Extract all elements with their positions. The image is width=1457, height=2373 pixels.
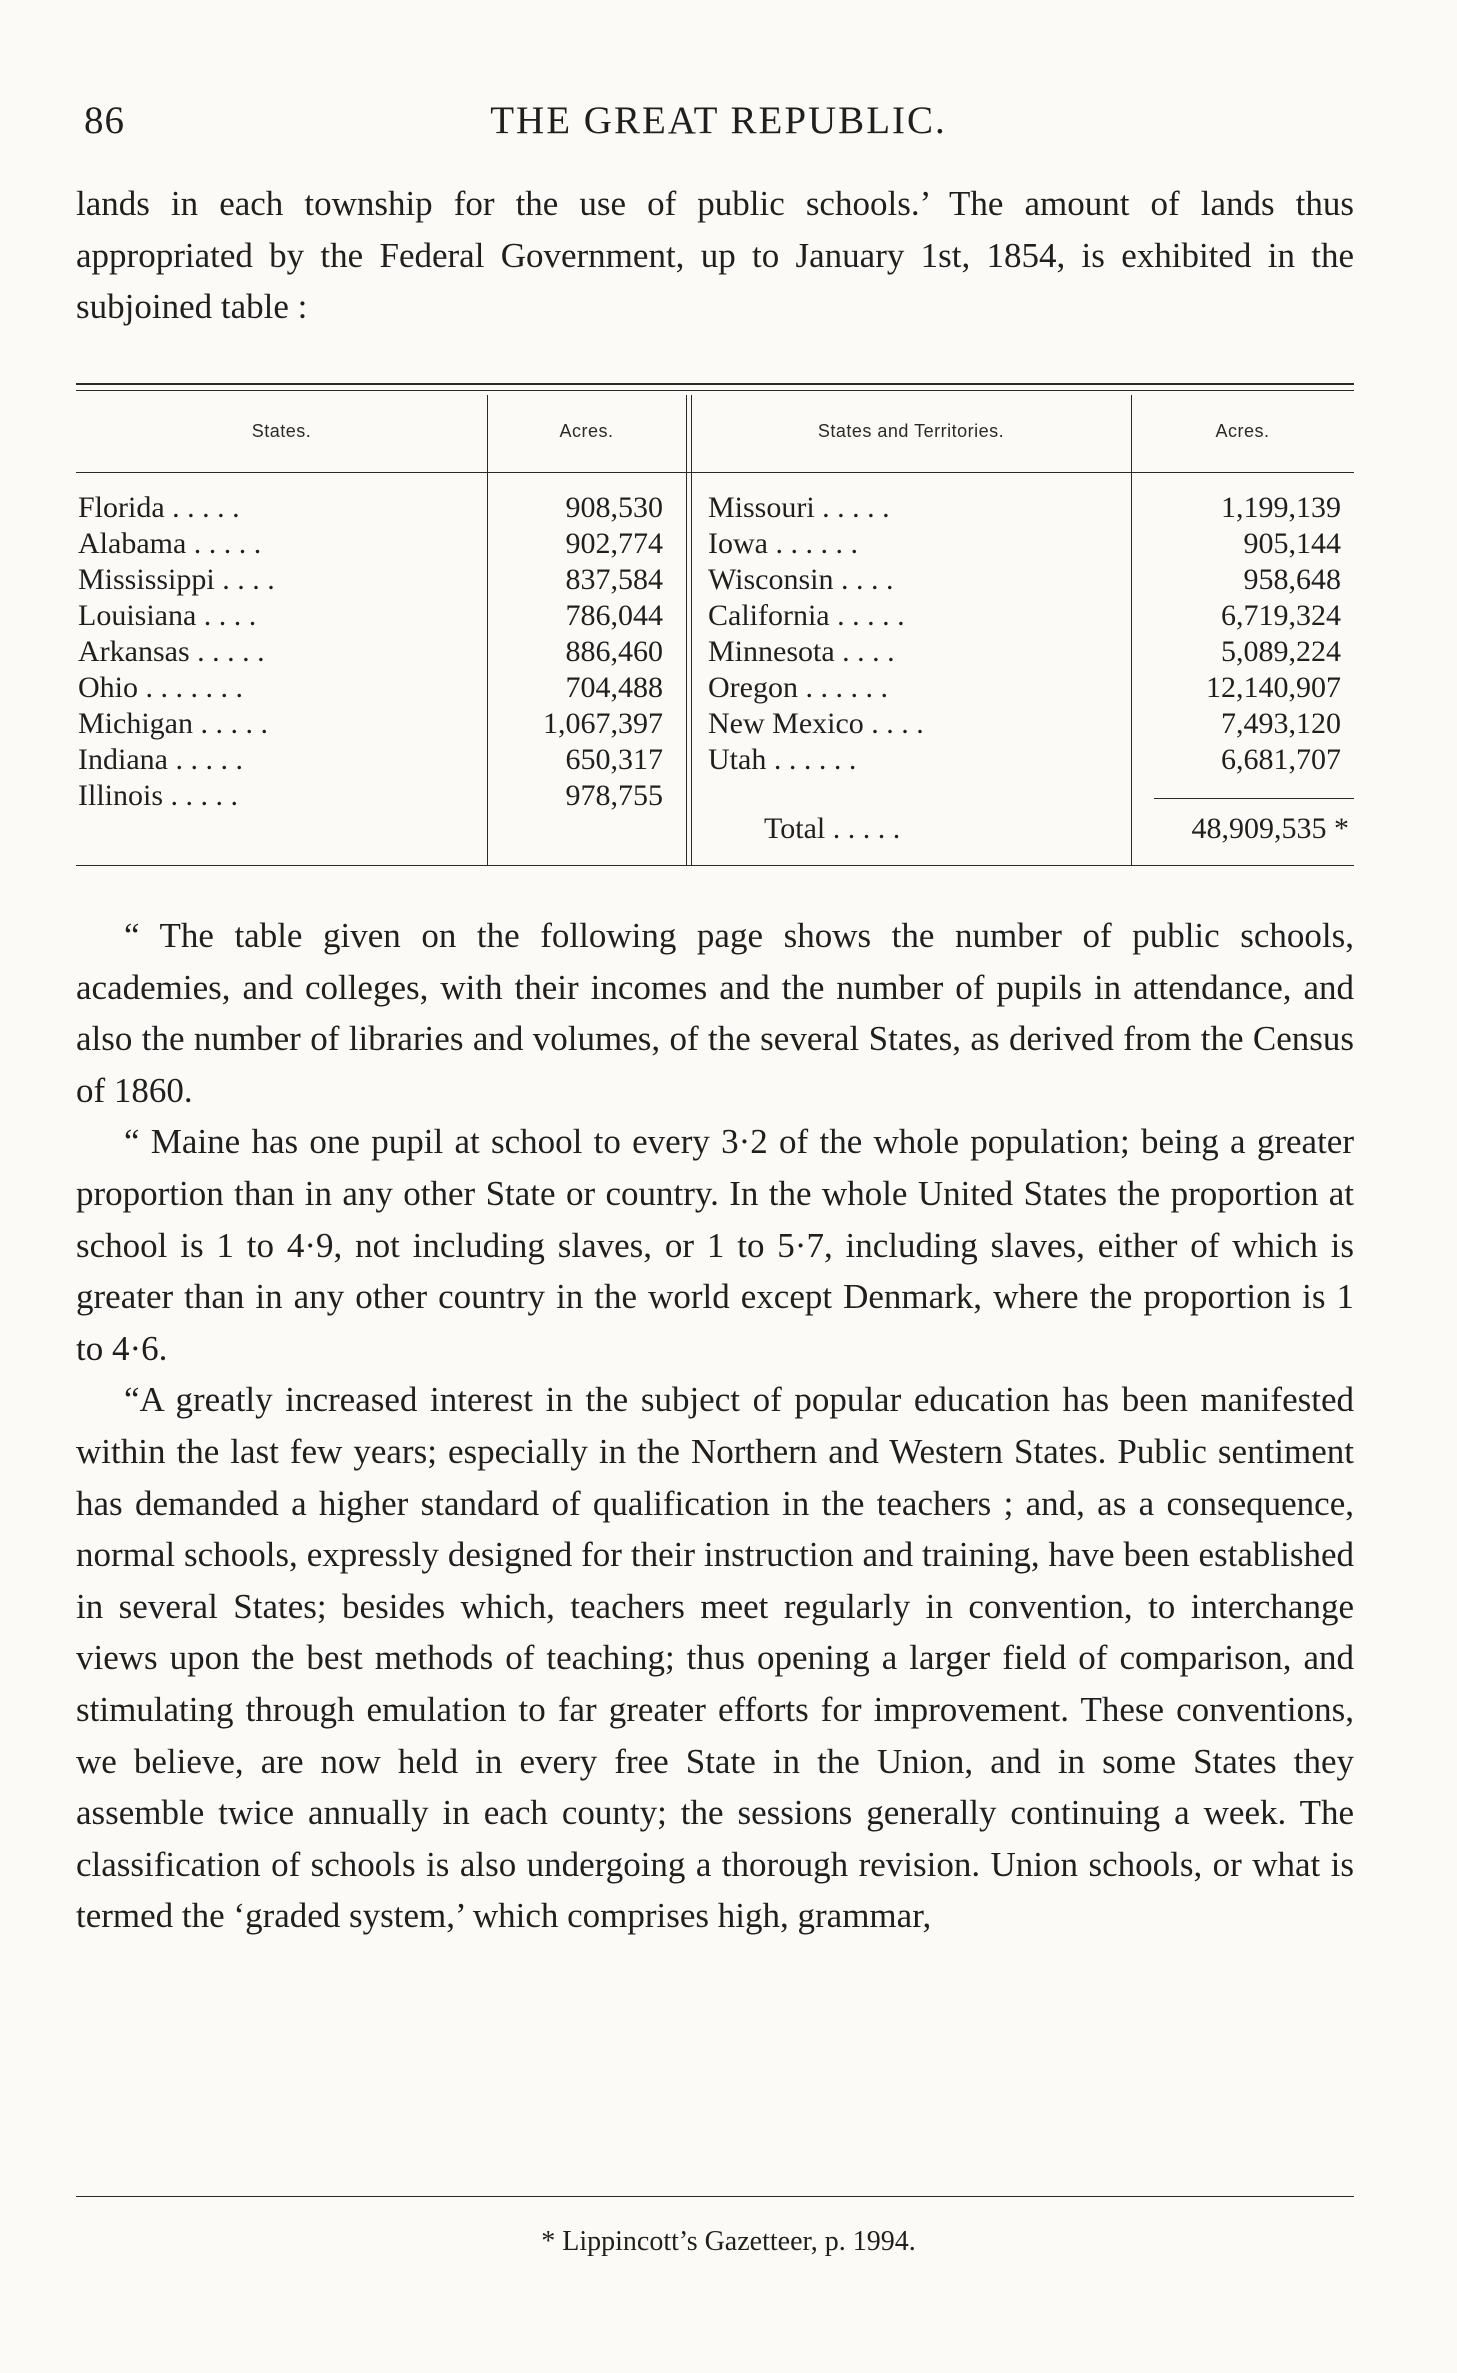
territory-name: Minnesota . . . . xyxy=(708,635,895,668)
table-row xyxy=(76,707,1354,743)
table-row xyxy=(76,671,1354,707)
territory-acres: 12,140,907 xyxy=(1206,671,1341,704)
territory-name: California . . . . . xyxy=(708,599,905,632)
total-value: 48,909,535 * xyxy=(1191,812,1349,845)
paragraph: “ Maine has one pupil at school to every 3·2 of the whole population; being a greater proportion than in any other State or country. In the whole United States the proportion at school is 1 to 4·9, not including slaves, or 1 to 5·7, including slaves, either of which is greater than in any other country in the world except Denmark, where the proportion is 1 to 4·6. xyxy=(76,1122,1354,1368)
state-acres: 978,755 xyxy=(565,779,663,812)
state-name: Illinois . . . . . xyxy=(78,779,239,812)
state-name: Indiana . . . . . xyxy=(78,743,243,776)
state-acres: 908,530 xyxy=(565,491,663,524)
territory-acres: 6,719,324 xyxy=(1221,599,1341,632)
territory-acres: 1,199,139 xyxy=(1221,491,1341,524)
paragraph: “A greatly increased interest in the subject of popular education has been manifested within the last few years; especially in the Northern and Western States. Public sentiment has demanded a higher standard of qualification in the teachers ; and, as a consequence, normal schools, expressly designed for their instruction and training, have been established in several States; besides which, teachers meet regularly in convention, to interchange views upon the best methods of teaching; thus opening a larger field of comparison, and stimulating through emulation to far greater efforts for improvement. These conventions, we believe, are now held in every free State in the Union, and in some States they assemble twice annually in each county; the sessions generally continuing a week. The classification of schools is also undergoing a thorough revision. Union schools, or what is termed the ‘graded system,’ which comprises high, grammar, xyxy=(76,1380,1354,1936)
state-acres: 902,774 xyxy=(565,527,663,560)
territory-acres: 5,089,224 xyxy=(1221,635,1341,668)
footnote-rule xyxy=(76,2196,1354,2197)
page-number: 86 xyxy=(84,99,125,142)
table-row xyxy=(76,527,1354,563)
state-acres: 704,488 xyxy=(565,671,663,704)
header-acres-right: Acres. xyxy=(1215,421,1270,441)
territory-name: Iowa . . . . . . xyxy=(708,527,858,560)
intro-text: lands in each township for the use of public schools.’ The amount of lands thus appropriated by the Federal Government, up to January 1st, 1854, is exhibited in the subjoined table : xyxy=(76,184,1354,327)
table-top-rule xyxy=(76,383,1354,385)
state-name: Ohio . . . . . . . xyxy=(78,671,243,704)
territory-name: New Mexico . . . . xyxy=(708,707,924,740)
state-acres: 1,067,397 xyxy=(543,707,663,740)
state-name: Arkansas . . . . . xyxy=(78,635,265,668)
table-row xyxy=(76,563,1354,599)
state-name: Louisiana . . . . xyxy=(78,599,257,632)
state-name: Florida . . . . . xyxy=(78,491,240,524)
territory-name: Missouri . . . . . xyxy=(708,491,890,524)
state-name: Michigan . . . . . xyxy=(78,707,268,740)
territory-acres: 6,681,707 xyxy=(1221,743,1341,776)
table-header-rule xyxy=(76,472,1354,473)
total-rule xyxy=(1154,798,1354,799)
intro-paragraph xyxy=(76,178,1354,333)
territory-name: Wisconsin . . . . xyxy=(708,563,894,596)
header-acres-left: Acres. xyxy=(559,421,614,441)
header-states: States. xyxy=(251,421,312,441)
footnote: * Lippincott’s Gazetteer, p. 1994. xyxy=(541,2226,916,2257)
total-label: Total . . . . . xyxy=(764,812,901,845)
state-name: Alabama . . . . . xyxy=(78,527,262,560)
land-grant-table xyxy=(76,383,1354,867)
table-row xyxy=(76,779,1354,815)
state-name: Mississippi . . . . xyxy=(78,563,275,596)
running-head xyxy=(84,98,1353,148)
territory-acres: 7,493,120 xyxy=(1221,707,1341,740)
table-row xyxy=(76,599,1354,635)
state-acres: 886,460 xyxy=(565,635,663,668)
header-territories: States and Territories. xyxy=(817,421,1005,441)
body-text xyxy=(76,910,1354,1942)
table-row xyxy=(76,743,1354,779)
territory-acres: 958,648 xyxy=(1243,563,1341,596)
table-row xyxy=(76,491,1354,527)
table-bottom-rule xyxy=(76,865,1354,866)
territory-acres: 905,144 xyxy=(1243,527,1341,560)
running-title: THE GREAT REPUBLIC. xyxy=(490,99,947,142)
state-acres: 837,584 xyxy=(565,563,663,596)
state-acres: 650,317 xyxy=(565,743,663,776)
table-top-rule-thin xyxy=(76,390,1354,391)
paragraph: “ The table given on the following page shows the number of public schools, academies, and colleges, with their incomes and the number of pupils in attendance, and also the number of libraries and volumes, of the several States, as derived from the Census of 1860. xyxy=(76,916,1354,1110)
table-row xyxy=(76,635,1354,671)
state-acres: 786,044 xyxy=(565,599,663,632)
territory-name: Oregon . . . . . . xyxy=(708,671,888,704)
territory-name: Utah . . . . . . xyxy=(708,743,857,776)
